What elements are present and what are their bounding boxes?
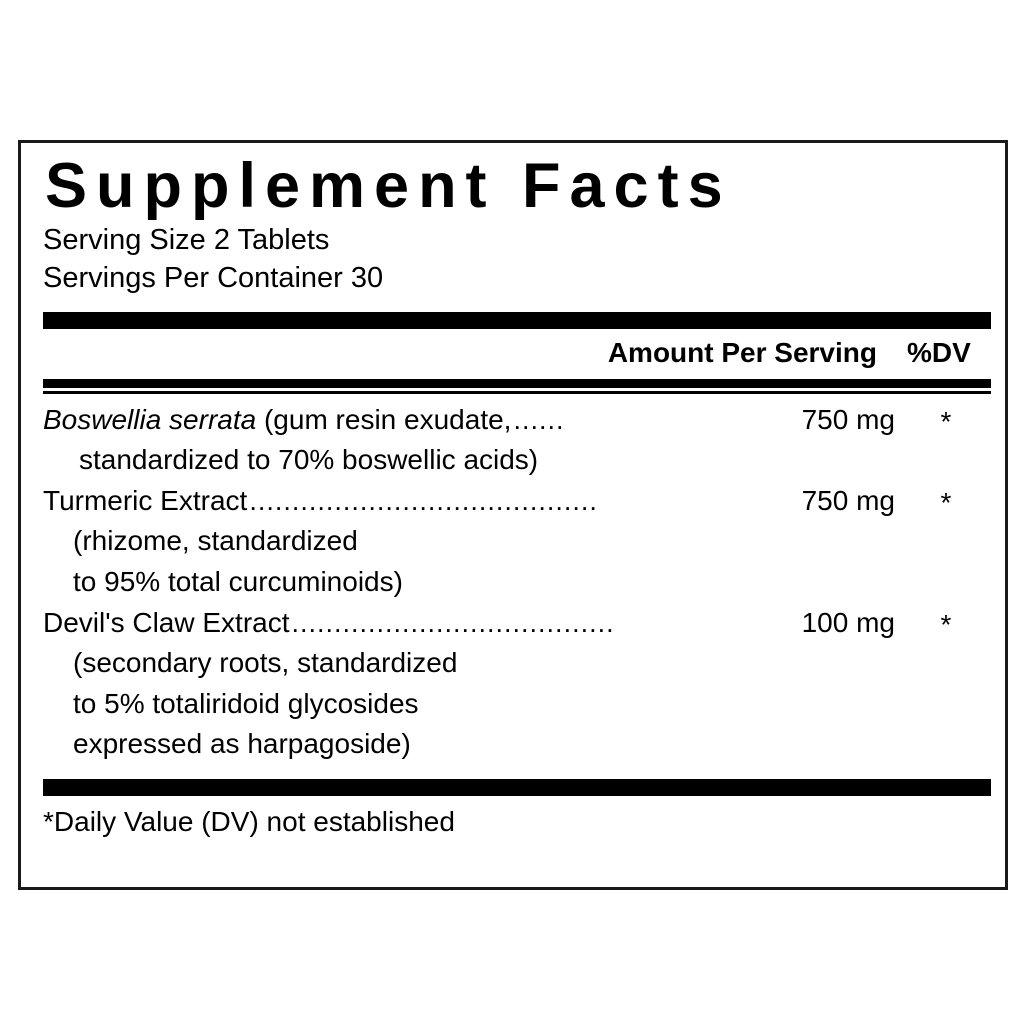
divider-thick-top <box>43 312 991 329</box>
nutrient-name <box>43 603 290 644</box>
leader-dots: ...... <box>513 404 565 435</box>
nutrient-dv: * <box>940 608 952 640</box>
footnote: *Daily Value (DV) not established <box>43 806 455 838</box>
nutrient-subline: standardized to 70% boswellic acids) <box>79 444 539 476</box>
nutrient-list <box>43 394 991 765</box>
page-title: Supplement Facts <box>45 151 732 221</box>
supplement-facts-panel <box>18 140 1008 890</box>
leader-dots: ...................................... <box>291 607 615 638</box>
nutrient-subline: to 95% total curcuminoids) <box>73 566 403 598</box>
divider-medium <box>43 379 991 388</box>
leader-dots: ......................................... <box>249 485 598 516</box>
amount-per-serving-header: Amount Per Serving <box>607 336 877 368</box>
nutrient-amount: 750 mg <box>801 403 895 435</box>
nutrient-name <box>43 400 511 441</box>
nutrient-amount: 100 mg <box>801 606 895 638</box>
nutrient-name <box>43 481 247 522</box>
nutrient-subline: (secondary roots, standardized <box>73 647 458 679</box>
column-headers <box>43 329 991 375</box>
serving-size: Serving Size 2 Tablets <box>43 224 330 257</box>
nutrient-amount: 750 mg <box>801 484 895 516</box>
divider-thick-bottom <box>43 779 991 796</box>
list-item <box>43 603 991 765</box>
nutrient-subline: to 5% totaliridoid glycosides <box>73 687 419 719</box>
dv-header: %DV <box>907 336 971 368</box>
list-item <box>43 400 991 481</box>
servings-per-container: Servings Per Container 30 <box>43 262 384 295</box>
nutrient-subline: expressed as harpagoside) <box>73 728 411 760</box>
nutrient-subline: (rhizome, standardized <box>73 525 358 557</box>
nutrient-dv: * <box>940 405 952 437</box>
nutrient-name-rest: (gum resin exudate, <box>256 403 512 435</box>
list-item <box>43 481 991 603</box>
nutrient-name-rest: Turmeric Extract <box>43 484 248 516</box>
nutrient-name-rest: Devil's Claw Extract <box>43 606 290 638</box>
nutrient-name-italic: Boswellia serrata <box>43 403 257 435</box>
nutrient-dv: * <box>940 486 952 518</box>
